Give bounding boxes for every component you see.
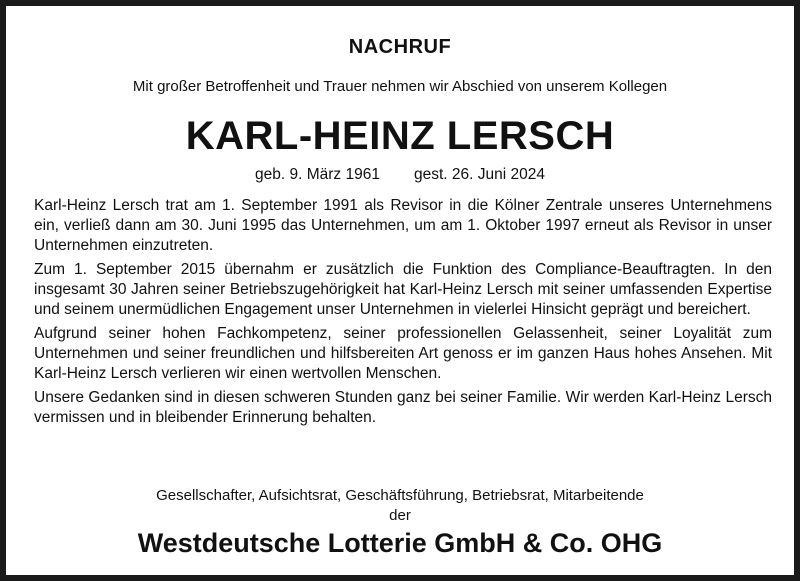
signatories-list: Gesellschafter, Aufsichtsrat, Geschäftsführung, Betriebsrat, Mitarbeitende bbox=[156, 487, 644, 504]
death-date: gest. 26. Juni 2024 bbox=[413, 166, 545, 183]
signatories-block bbox=[6, 486, 794, 526]
body-paragraph: Karl-Heinz Lersch trat am 1. September 1991 als Revisor in die Kölner Zentrale unseres Unternehmens ein, verließ dann am 30. Juni 1995 das Unternehmen, um am 1. Oktober 1997 erneut als Revisor in unser Unternehmen einzutreten. bbox=[34, 197, 772, 254]
intro-text: Mit großer Betroffenheit und Trauer nehmen wir Abschied von unserem Kollegen bbox=[132, 78, 668, 95]
body-paragraph: Zum 1. September 2015 übernahm er zusätzlich die Funktion des Compliance-Beauftragten. In den insgesamt 30 Jahren seiner Betriebszugehörigkeit hat Karl-Heinz Lersch mit seiner umfassenden Expertise und seinem unermüdlichen Engagement unser Unternehmen in vielerlei Hinsicht geprägt und bereichert. bbox=[34, 261, 772, 318]
life-dates bbox=[6, 166, 794, 184]
birth-date: geb. 9. März 1961 bbox=[255, 166, 380, 183]
signatories-connector: der bbox=[389, 507, 411, 524]
body-paragraph: Unsere Gedanken sind in diesen schweren Stunden ganz bei seiner Familie. Wir werden Karl-Heinz Lersch vermissen und in bleibender Erinnerung behalten. bbox=[34, 389, 772, 426]
notice-title: NACHRUF bbox=[348, 36, 452, 58]
obituary-body bbox=[34, 196, 772, 432]
company-name: Westdeutsche Lotterie GmbH & Co. OHG bbox=[137, 528, 663, 558]
deceased-name: KARL-HEINZ LERSCH bbox=[185, 114, 615, 158]
body-paragraph: Aufgrund seiner hohen Fachkompetenz, seiner professionellen Gelassenheit, seiner Loyalität zum Unternehmen und seiner freundlichen und hilfsbereiten Art genoss er im ganzen Haus hohes Ansehen. Mit Karl-Heinz Lersch verlieren wir einen wertvollen Menschen. bbox=[34, 325, 772, 382]
